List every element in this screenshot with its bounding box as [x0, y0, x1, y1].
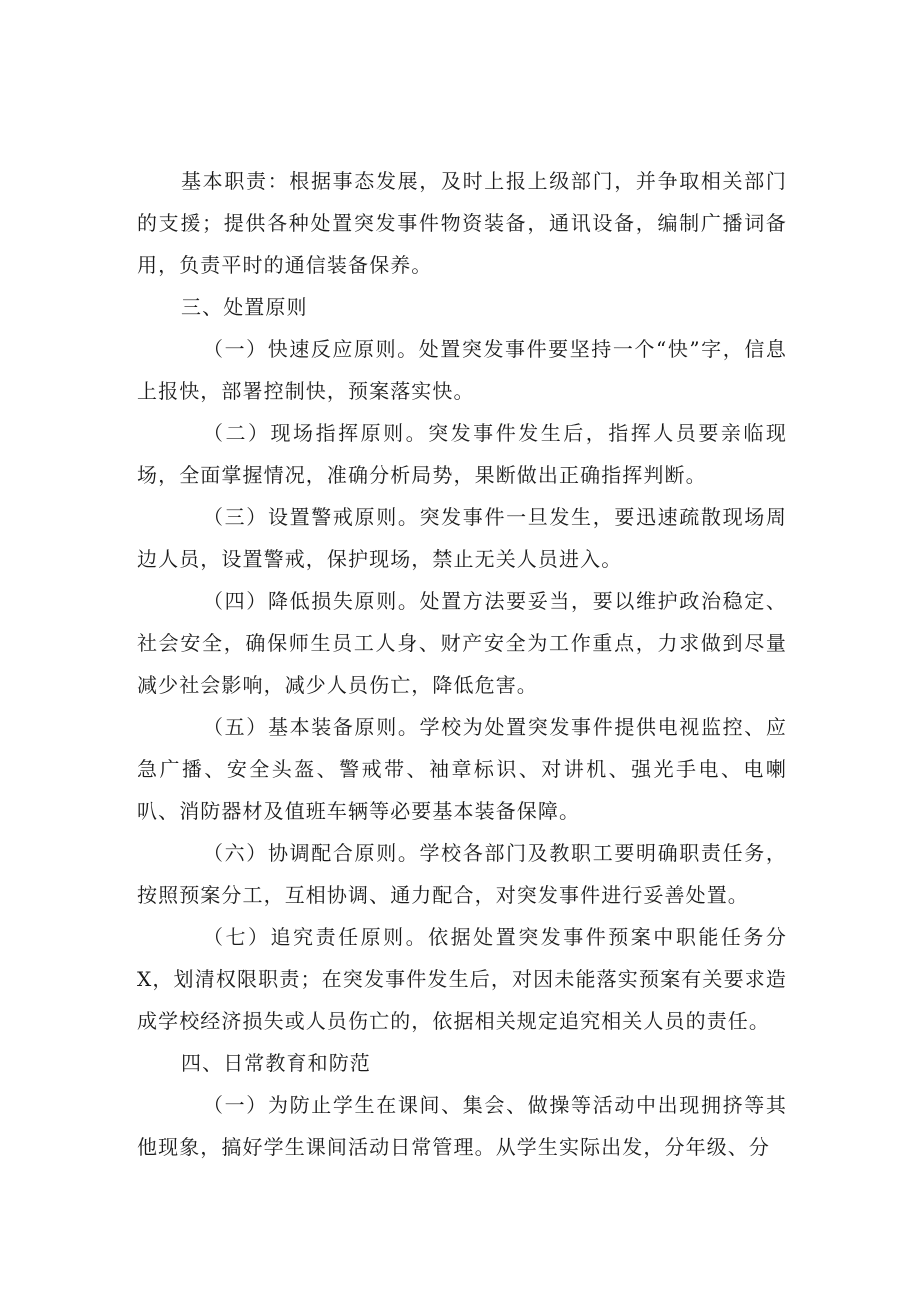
- paragraph-daily-management: （一）为防止学生在课间、集会、做操等活动中出现拥挤等其他现象，搞好学生课间活动日常管理。从学生实际出发，分年级、分: [137, 1093, 787, 1159]
- section-heading-daily-education: 四、日常教育和防范: [181, 1051, 371, 1075]
- principle-onsite-command: （二）现场指挥原则。突发事件发生后，指挥人员要亲临现场，全面掌握情况，准确分析局势，果断做出正确指挥判断。: [137, 421, 787, 487]
- principle-reduce-loss: （四）降低损失原则。处置方法要妥当，要以维护政治稳定、社会安全，确保师生员工人身、财产安全为工作重点，力求做到尽量减少社会影响，减少人员伤亡，降低危害。: [137, 589, 787, 697]
- document-body: [137, 160, 787, 1168]
- principle-accountability: （七）追究责任原则。依据处置突发事件预案中职能任务分X，划清权限职责；在突发事件发生后，对因未能落实预案有关要求造成学校经济损失或人员伤亡的，依据相关规定追究相关人员的责任。: [137, 925, 787, 1033]
- principle-set-cordon: （三）设置警戒原则。突发事件一旦发生，要迅速疏散现场周边人员，设置警戒，保护现场，禁止无关人员进入。: [137, 505, 787, 571]
- principle-rapid-response: （一）快速反应原则。处置突发事件要坚持一个“快”字，信息上报快，部署控制快，预案落实快。: [137, 337, 787, 403]
- principle-coordination: （六）协调配合原则。学校各部门及教职工要明确职责任务，按照预案分工，互相协调、通力配合，对突发事件进行妥善处置。: [137, 841, 787, 907]
- principle-basic-equipment: （五）基本装备原则。学校为处置突发事件提供电视监控、应急广播、安全头盔、警戒带、袖章标识、对讲机、强光手电、电喇叭、消防器材及值班车辆等必要基本装备保障。: [137, 715, 787, 823]
- paragraph-basic-duties: 基本职责：根据事态发展，及时上报上级部门，并争取相关部门的支援；提供各种处置突发事件物资装备，通讯设备，编制广播词备用，负责平时的通信装备保养。: [137, 169, 787, 277]
- section-heading-principles: 三、处置原则: [181, 295, 308, 319]
